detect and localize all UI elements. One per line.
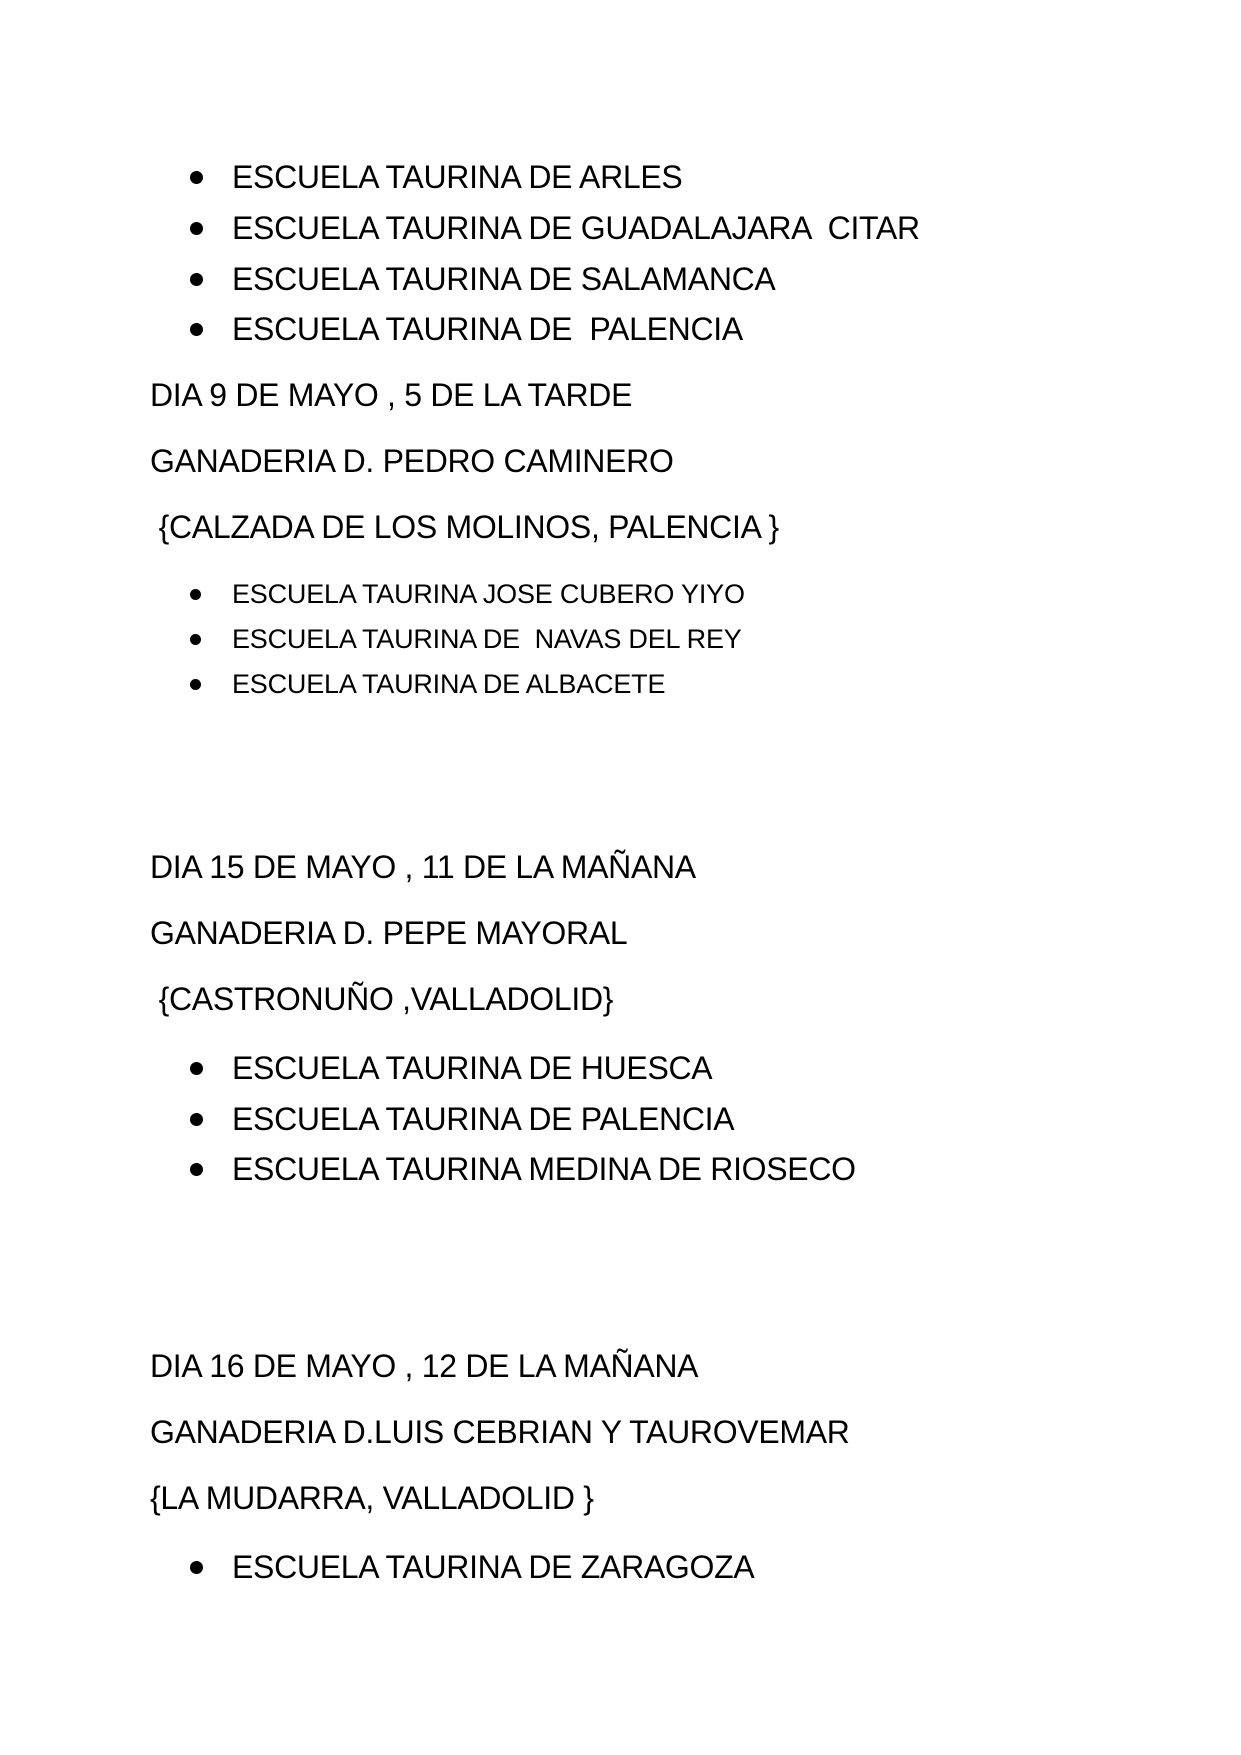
- bullet-icon: [190, 1163, 203, 1176]
- list-item-text: ESCUELA TAURINA DE ZARAGOZA: [232, 1549, 755, 1585]
- ganaderia-name: GANADERIA D. PEDRO CAMINERO: [150, 443, 674, 479]
- list-item: [190, 667, 665, 701]
- list-item-text: ESCUELA TAURINA DE PALENCIA: [232, 1101, 735, 1137]
- bullet-icon: [190, 171, 203, 184]
- list-item: [190, 622, 742, 656]
- list-item: [190, 577, 745, 611]
- bullet-icon: [190, 634, 201, 645]
- list-item: [190, 1099, 734, 1139]
- list-item: [190, 208, 920, 248]
- list-item-text: ESCUELA TAURINA DE GUADALAJARA CITAR: [232, 210, 920, 246]
- list-item-text: ESCUELA TAURINA JOSE CUBERO YIYO: [232, 579, 745, 609]
- list-item-text: ESCUELA TAURINA DE ARLES: [232, 159, 683, 195]
- list-item: [190, 1149, 856, 1189]
- list-item: [190, 259, 775, 299]
- list-item: [190, 1547, 754, 1587]
- bullet-icon: [190, 1113, 203, 1126]
- event-date: DIA 16 DE MAYO , 12 DE LA MAÑANA: [150, 1348, 699, 1384]
- list-item-text: ESCUELA TAURINA MEDINA DE RIOSECO: [232, 1151, 856, 1187]
- list-item: [190, 1048, 712, 1088]
- event-location: {CALZADA DE LOS MOLINOS, PALENCIA }: [150, 509, 779, 545]
- list-item-text: ESCUELA TAURINA DE PALENCIA: [232, 311, 743, 347]
- event-date: DIA 9 DE MAYO , 5 DE LA TARDE: [150, 377, 633, 413]
- list-item-text: ESCUELA TAURINA DE HUESCA: [232, 1050, 713, 1086]
- ganaderia-name: GANADERIA D.LUIS CEBRIAN Y TAUROVEMAR: [150, 1414, 850, 1450]
- bullet-icon: [190, 1561, 203, 1574]
- list-item-text: ESCUELA TAURINA DE SALAMANCA: [232, 261, 776, 297]
- bullet-icon: [190, 222, 203, 235]
- event-location: {LA MUDARRA, VALLADOLID }: [150, 1480, 594, 1516]
- list-item-text: ESCUELA TAURINA DE ALBACETE: [232, 669, 666, 699]
- bullet-icon: [190, 679, 201, 690]
- list-item: [190, 309, 743, 349]
- event-location: {CASTRONUÑO ,VALLADOLID}: [150, 981, 614, 1017]
- bullet-icon: [190, 589, 201, 600]
- event-date: DIA 15 DE MAYO , 11 DE LA MAÑANA: [150, 849, 696, 885]
- list-item: [190, 157, 682, 197]
- list-item-text: ESCUELA TAURINA DE NAVAS DEL REY: [232, 624, 742, 654]
- ganaderia-name: GANADERIA D. PEPE MAYORAL: [150, 915, 628, 951]
- bullet-icon: [190, 323, 203, 336]
- bullet-icon: [190, 1062, 203, 1075]
- bullet-icon: [190, 273, 203, 286]
